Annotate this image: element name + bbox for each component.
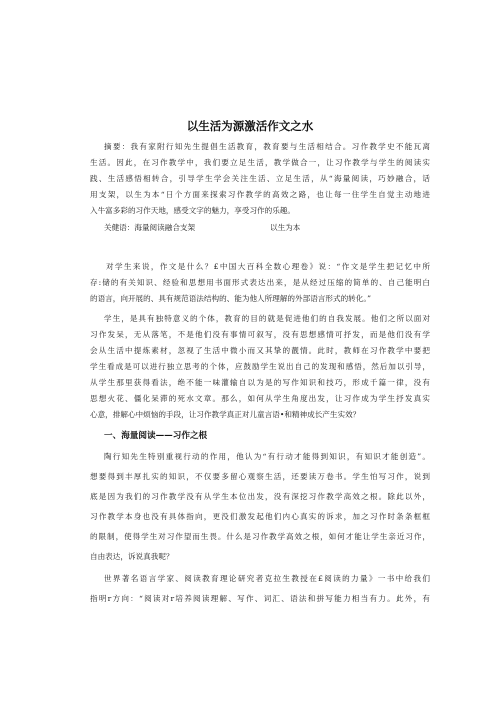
paragraph-line: 陶行知先生特别重视行动的作用，他认为“有行动才能得到知识，有知识才能创造”。: [104, 452, 430, 461]
paragraph-line: 自由表达，诉说真我呢？: [90, 552, 174, 561]
section-heading: 一、海量阅读——习作之根: [104, 431, 208, 441]
paragraph-line: 指明r方向：“阅读对r培养阅读理解、写作、词汇、语法和拼写能力相当有力。此外，有: [90, 594, 430, 603]
paragraph-line: 的限制，使得学生对习作望而生畏。什么是习作教学高效之根，如何才能让学生亲近习作，: [90, 532, 430, 541]
keywords-label: 关健语：海量阅读融合支架: [104, 223, 196, 232]
paragraph-line: 学生，是具有独特意义的个体，教育的目的就是促进他们的自我发展。他们之所以面对: [104, 314, 430, 323]
abstract-line: 摘要：我有家附行知先生提倡生活教育，教育要与生活相结合。习作教学史不能瓦离: [104, 142, 430, 151]
paragraph-line: 习作发呆，无从落笔，不是他们没有事情可叙写，没有思想感情可抒发，而是他们没有学: [90, 330, 430, 339]
paragraph-line: 的语言，向开展的、具有规范语法结构的、能为他人所理解的外部语言形式的转化。”: [90, 294, 372, 303]
abstract-line: 用支架，以生为本“日个方面来探索习作教学的高效之路，也让每一住学生自觉主动地进: [90, 190, 430, 199]
paragraph-line: 习作教学本身也没有具体指向，更没们激发起他们内心真实的诉求，加之习作时条条框框: [90, 512, 430, 521]
paragraph-line: 想要得到丰厚扎实的知识，不仅要多留心观察生活，还要读万卷书。学生怕写习作，说到: [90, 472, 430, 481]
paragraph-line: 心意，排解心中烦恼的手段，让习作教学真正对儿童言语•和精神成长产生实效？: [90, 410, 361, 419]
abstract-line: 生活。因此，在习作教学中，我们要立足生活，教学做合一，让习作教学与学生的阅读实: [90, 158, 430, 167]
paragraph-line: 底是因为我们的习作教学没有从学生本位出发，没有深挖习作教学高效之根。除此以外，: [90, 492, 430, 501]
paragraph-line: 世界著名语言学家、阅读教育理论研究者克拉生教授在£阅读的力量》一书中给我们: [104, 574, 430, 583]
paragraph-line: 会从生活中提炼素材，忽视了生活中微小而又其挚的靓情。此时，教师在习作教学中要把: [90, 346, 430, 355]
paragraph-line: 从学生那里获得看法，绝不能一味灌输自以为是的写作知识和技巧，形成千篇一律，没有: [90, 378, 430, 387]
page-title: 以生活为源激活作文之水: [186, 119, 314, 133]
abstract-line: 践、生活感悟相转合，引导学生学会关注生活、立足生活，从“海量阅读，巧妙融合，话: [90, 174, 430, 183]
paragraph-line: 对学生来说，作文是什么？£中国大百科全数心理卷》说：“作文是学生把记忆中所: [106, 262, 430, 271]
paragraph-line: 思想火花、僵化呆滞的死水文章。那么，如何从学生角度出发，让习作成为学生抒发真实: [90, 394, 430, 403]
keyword-item: 以生为本: [270, 223, 301, 232]
paragraph-line: 存:储的有关知识、经验和思想用书面形式表达出来，是从经过压缩的简单的、自己能明白: [90, 278, 430, 287]
paragraph-line: 学生看成是可以进行独立思考的个体，应鼓励学生说出自己的发现和感悟，然后加以引导，: [90, 362, 430, 371]
abstract-line: 入牛富多彩的习作天地，感受文字的魅力，享受习作的乐趣。: [90, 206, 296, 215]
